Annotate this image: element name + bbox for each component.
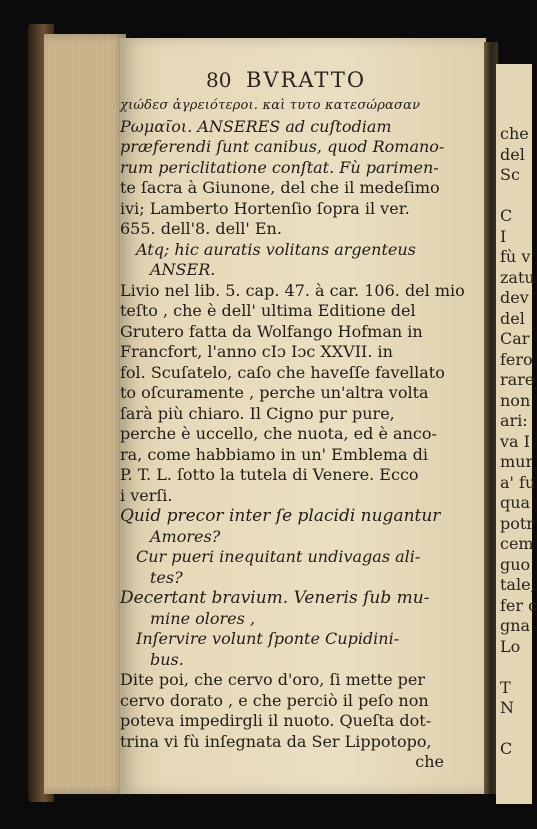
text-line: fol. Scuſatelo, caſo che haveſſe favellato (120, 362, 445, 382)
text-line: to oſcuramente , perche un'altra volta (120, 383, 429, 402)
text-line: ra, come habbiamo in un' Emblema di (120, 444, 428, 464)
text-line: 655. dell'8. dell' En. (120, 219, 282, 238)
facing-page-line (496, 657, 532, 678)
text-line: χιώδεσ ἀγρειότεροι. καὶ τυτο κατεσώρασαν (120, 98, 421, 113)
text-line: Francfort, l'anno cIɔ Iɔc XXVII. in (120, 342, 393, 361)
facing-page-line: Car (500, 329, 530, 348)
text-line: che (415, 752, 444, 771)
facing-page-line: mur (500, 452, 534, 471)
text-line: Atq; hic auratis volitans argenteus (136, 239, 416, 259)
facing-page-line: fù v (500, 247, 531, 266)
facing-page-line: potr (500, 513, 534, 533)
facing-page-line: guo (500, 554, 531, 574)
facing-page-line: del (500, 308, 525, 328)
page-edges (44, 34, 126, 794)
facing-page-line: zatu (500, 267, 535, 287)
page-number: 80 (206, 68, 232, 92)
facing-page-text (496, 64, 537, 760)
text-line: rum periclitatione conſtat. Fù parimen- (120, 157, 439, 177)
text-line: Inſervire volunt ſponte Cupidini- (136, 629, 400, 648)
text-line: Quid precor inter ſe placidi nugantur (120, 506, 441, 526)
text-line: Amores? (150, 526, 221, 546)
page-header (120, 68, 470, 94)
facing-page (496, 64, 537, 804)
text-line: Decertant bravium. Veneris ſub mu- (120, 588, 430, 608)
text-line: trina vi fù inſegnata da Ser Lippotopo, (120, 731, 432, 751)
text-line: Grutero fatta da Wolfango Hofman in (120, 321, 423, 341)
text-line: ivi; Lamberto Hortenſio ſopra il ver. (120, 198, 410, 218)
text-line: Cur pueri inequitant undivagas ali- (136, 547, 421, 566)
text-line: ſarà più chiaro. Il Cigno pur pure, (120, 403, 395, 423)
facing-page-line: cem (500, 534, 534, 553)
facing-page-line: fero (500, 349, 533, 369)
facing-page-line: gna (500, 616, 531, 635)
facing-page-line: qua (500, 493, 531, 512)
text-line: i verſi. (120, 485, 173, 505)
facing-page-line (496, 719, 532, 740)
facing-page-line: che (500, 124, 529, 143)
facing-page-line: tale, (500, 575, 536, 594)
facing-page-line: C (500, 206, 513, 225)
text-line: tes? (150, 567, 183, 587)
running-title: BVRATTO (246, 68, 367, 92)
facing-page-line: I (500, 226, 507, 246)
facing-page-line: dev (500, 288, 529, 307)
facing-page-line: C (500, 739, 513, 758)
facing-page-line: del (500, 144, 525, 164)
text-line: ANSER. (150, 260, 216, 279)
text-line: poteva impedirgli il nuoto. Queſta dot- (120, 711, 432, 730)
text-line: Livio nel lib. 5. cap. 47. à car. 106. del mio (120, 280, 465, 300)
facing-page-line (496, 186, 532, 207)
facing-page-line: ari: (500, 411, 528, 430)
text-line: te ſacra à Giunone, del che il medeſimo (120, 178, 440, 197)
facing-page-line: N (500, 698, 514, 717)
text-line: præferendi ſunt canibus, quod Romano- (120, 137, 445, 156)
text-line: mine olores , (150, 608, 256, 628)
facing-page-line: T (500, 677, 511, 697)
facing-page-line: Lo (500, 636, 521, 656)
facing-page-line: va I (500, 431, 530, 451)
facing-page-line: non (500, 390, 531, 410)
text-line: bus. (150, 649, 184, 669)
text-line: Ρωμαῖοι. ANSERES ad cuſtodiam (120, 116, 392, 136)
facing-page-line: rare (500, 370, 535, 389)
text-line: cervo dorato , e che perciò il peſo non (120, 690, 429, 710)
text-line: perche è uccello, che nuota, ed è anco- (120, 424, 437, 443)
text-line: teſto , che è dell' ultima Editione del (120, 301, 416, 320)
page-text (120, 96, 466, 773)
facing-page-line: fer c (500, 595, 537, 615)
facing-page-line: a' fu (500, 472, 536, 492)
facing-page-line: Sc (500, 165, 520, 184)
text-line: P. T. L. ſotto la tutela di Venere. Ecco (120, 465, 419, 484)
text-line: Dite poi, che cervo d'oro, ſi mette per (120, 670, 426, 689)
